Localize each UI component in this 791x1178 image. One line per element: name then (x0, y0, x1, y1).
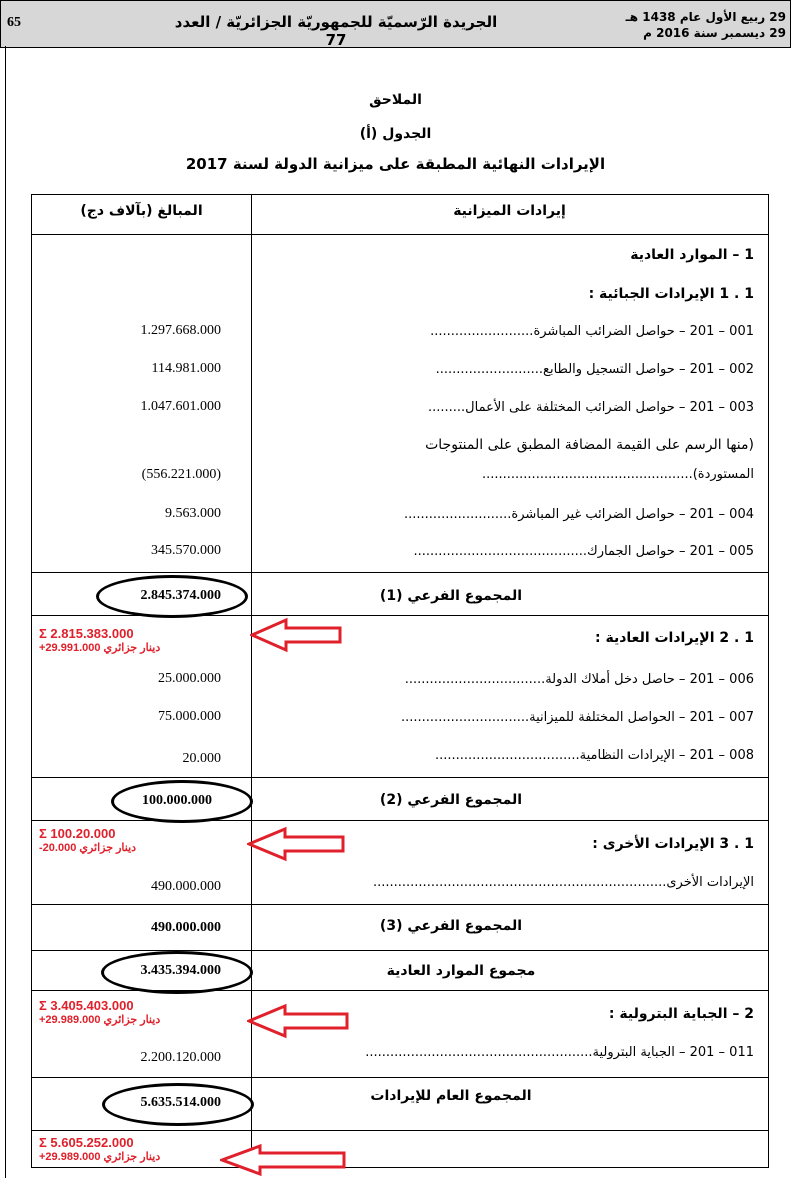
row-value: 20.000 (182, 751, 221, 766)
annotation-arrow-icon (247, 826, 347, 862)
grand-total-value: 5.635.514.000 (140, 1095, 221, 1110)
row-divider (32, 820, 768, 821)
row-divider (32, 615, 768, 616)
row-value: 345.570.000 (151, 543, 221, 558)
total-ordinary-label: مجموع الموارد العادية (386, 963, 536, 979)
row-value: 1.047.601.000 (140, 399, 221, 414)
subtotal3-value: 490.000.000 (151, 920, 221, 935)
row-value: 114.981.000 (151, 361, 221, 376)
row-divider (32, 1077, 768, 1078)
total-ordinary-circle (101, 951, 253, 994)
vat-value: (556.221.000) (141, 467, 221, 482)
gazette-header (0, 0, 791, 48)
annotation-diff: +29.991.000 دينار جزائري (39, 642, 161, 654)
row-divider (32, 990, 768, 991)
table-row: 003 – 201 – حواصل الضرائب المختلفة على الأعمال......... (427, 400, 754, 415)
table-row: الإيرادات الأخرى....................................................................... (372, 875, 754, 890)
annotation-arrow-icon (250, 617, 344, 653)
annotation-sum: Σ 100.20.000 (39, 826, 116, 841)
table-row: 001 – 201 – حواصل الضرائب المباشرة......................... (430, 324, 754, 339)
table-row: 005 – 201 – حواصل الجمارك.......................................... (413, 544, 754, 559)
page-margin-line (5, 46, 6, 1178)
annotation-diff: +29.989.000 دينار جزائري (39, 1014, 161, 1026)
section2-title: 2 – الجباية البترولية : (608, 1006, 754, 1022)
column-header-amounts: المبالغ (بآلاف دج) (80, 203, 203, 219)
row-value: 1.297.668.000 (140, 323, 221, 338)
total-ordinary-value: 3.435.394.000 (140, 963, 221, 978)
main-title: الإيرادات النهائية المطبقة على ميزانية الدولة لسنة 2017 (185, 155, 606, 173)
table-row: 011 – 201 – الجباية البترولية....................................................... (365, 1045, 754, 1060)
page-number: 65 (7, 15, 21, 30)
column-header-budget: إيرادات الميزانية (453, 203, 566, 219)
annotation-diff: +29.989.000 دينار جزائري (39, 1151, 161, 1163)
annotation-3 (39, 998, 160, 1027)
grand-total-circle (102, 1083, 254, 1126)
sub2-title: 1 . 2 الإيرادات العادية : (595, 630, 754, 646)
row-divider (32, 777, 768, 778)
annex-title: الملاحق (369, 92, 422, 108)
subtotal1-circle (96, 575, 248, 618)
table-title: الجدول (أ) (359, 126, 432, 142)
row-value: 2.200.120.000 (140, 1050, 221, 1065)
subtotal2-label: المجموع الفرعي (2) (379, 792, 523, 808)
header-dates (626, 9, 786, 41)
annotation-sum: Σ 2.815.383.000 (39, 626, 134, 641)
annotation-arrow-icon (220, 1143, 348, 1177)
row-value: 490.000.000 (151, 879, 221, 894)
table-row: 004 – 201 – حواصل الضرائب غير المباشرة.......................... (403, 507, 754, 522)
annotation-sum: Σ 3.405.403.000 (39, 998, 134, 1013)
vat-line-2: المستوردة)................................................... (481, 467, 754, 482)
table-row: 002 – 201 – حواصل التسجيل والطابع.......................... (435, 362, 754, 377)
section1-title: 1 – الموارد العادية (630, 247, 754, 263)
annotation-2 (39, 826, 136, 855)
row-divider (32, 950, 768, 951)
subtotal3-label: المجموع الفرعي (3) (379, 918, 523, 934)
sub3-title: 1 . 3 الإيرادات الأخرى : (592, 836, 754, 852)
date-gregorian: 29 ديسمبر سنة 2016 م (643, 26, 786, 40)
gazette-title: الجريدة الرّسميّة للجمهوريّة الجزائريّة / العدد 77 (174, 13, 498, 49)
grand-total-label: المجموع العام للإيرادات (370, 1088, 532, 1104)
table-row: 008 – 201 – الإيرادات النظامية................................... (434, 748, 754, 763)
row-divider (32, 572, 768, 573)
header-divider (32, 234, 768, 235)
table-row: 006 – 201 – حاصل دخل أملاك الدولة.................................. (404, 672, 754, 687)
subtotal2-circle (111, 780, 253, 823)
annotation-1 (39, 626, 160, 655)
subtotal1-label: المجموع الفرعي (1) (379, 588, 523, 604)
annotation-sum: Σ 5.605.252.000 (39, 1135, 134, 1150)
annotation-arrow-icon (247, 1003, 351, 1039)
sub1-title: 1 . 1 الإيرادات الجبائية : (588, 286, 754, 302)
subtotal2-value: 100.000.000 (142, 793, 212, 808)
table-row: 007 – 201 – الحواصل المختلفة للميزانية............................... (401, 710, 754, 725)
row-value: 25.000.000 (158, 671, 221, 686)
subtotal1-value: 2.845.374.000 (140, 588, 221, 603)
annotation-diff: -20.000 دينار جزائري (39, 842, 137, 854)
row-value: 75.000.000 (158, 709, 221, 724)
annotation-4 (39, 1135, 160, 1164)
row-divider (32, 1130, 768, 1131)
date-hijri: 29 ربيع الأول عام 1438 هـ (625, 10, 786, 24)
row-value: 9.563.000 (165, 506, 221, 521)
vat-line-1: (منها الرسم على القيمة المضافة المطبق على المنتوجات (425, 437, 754, 453)
row-divider (32, 904, 768, 905)
